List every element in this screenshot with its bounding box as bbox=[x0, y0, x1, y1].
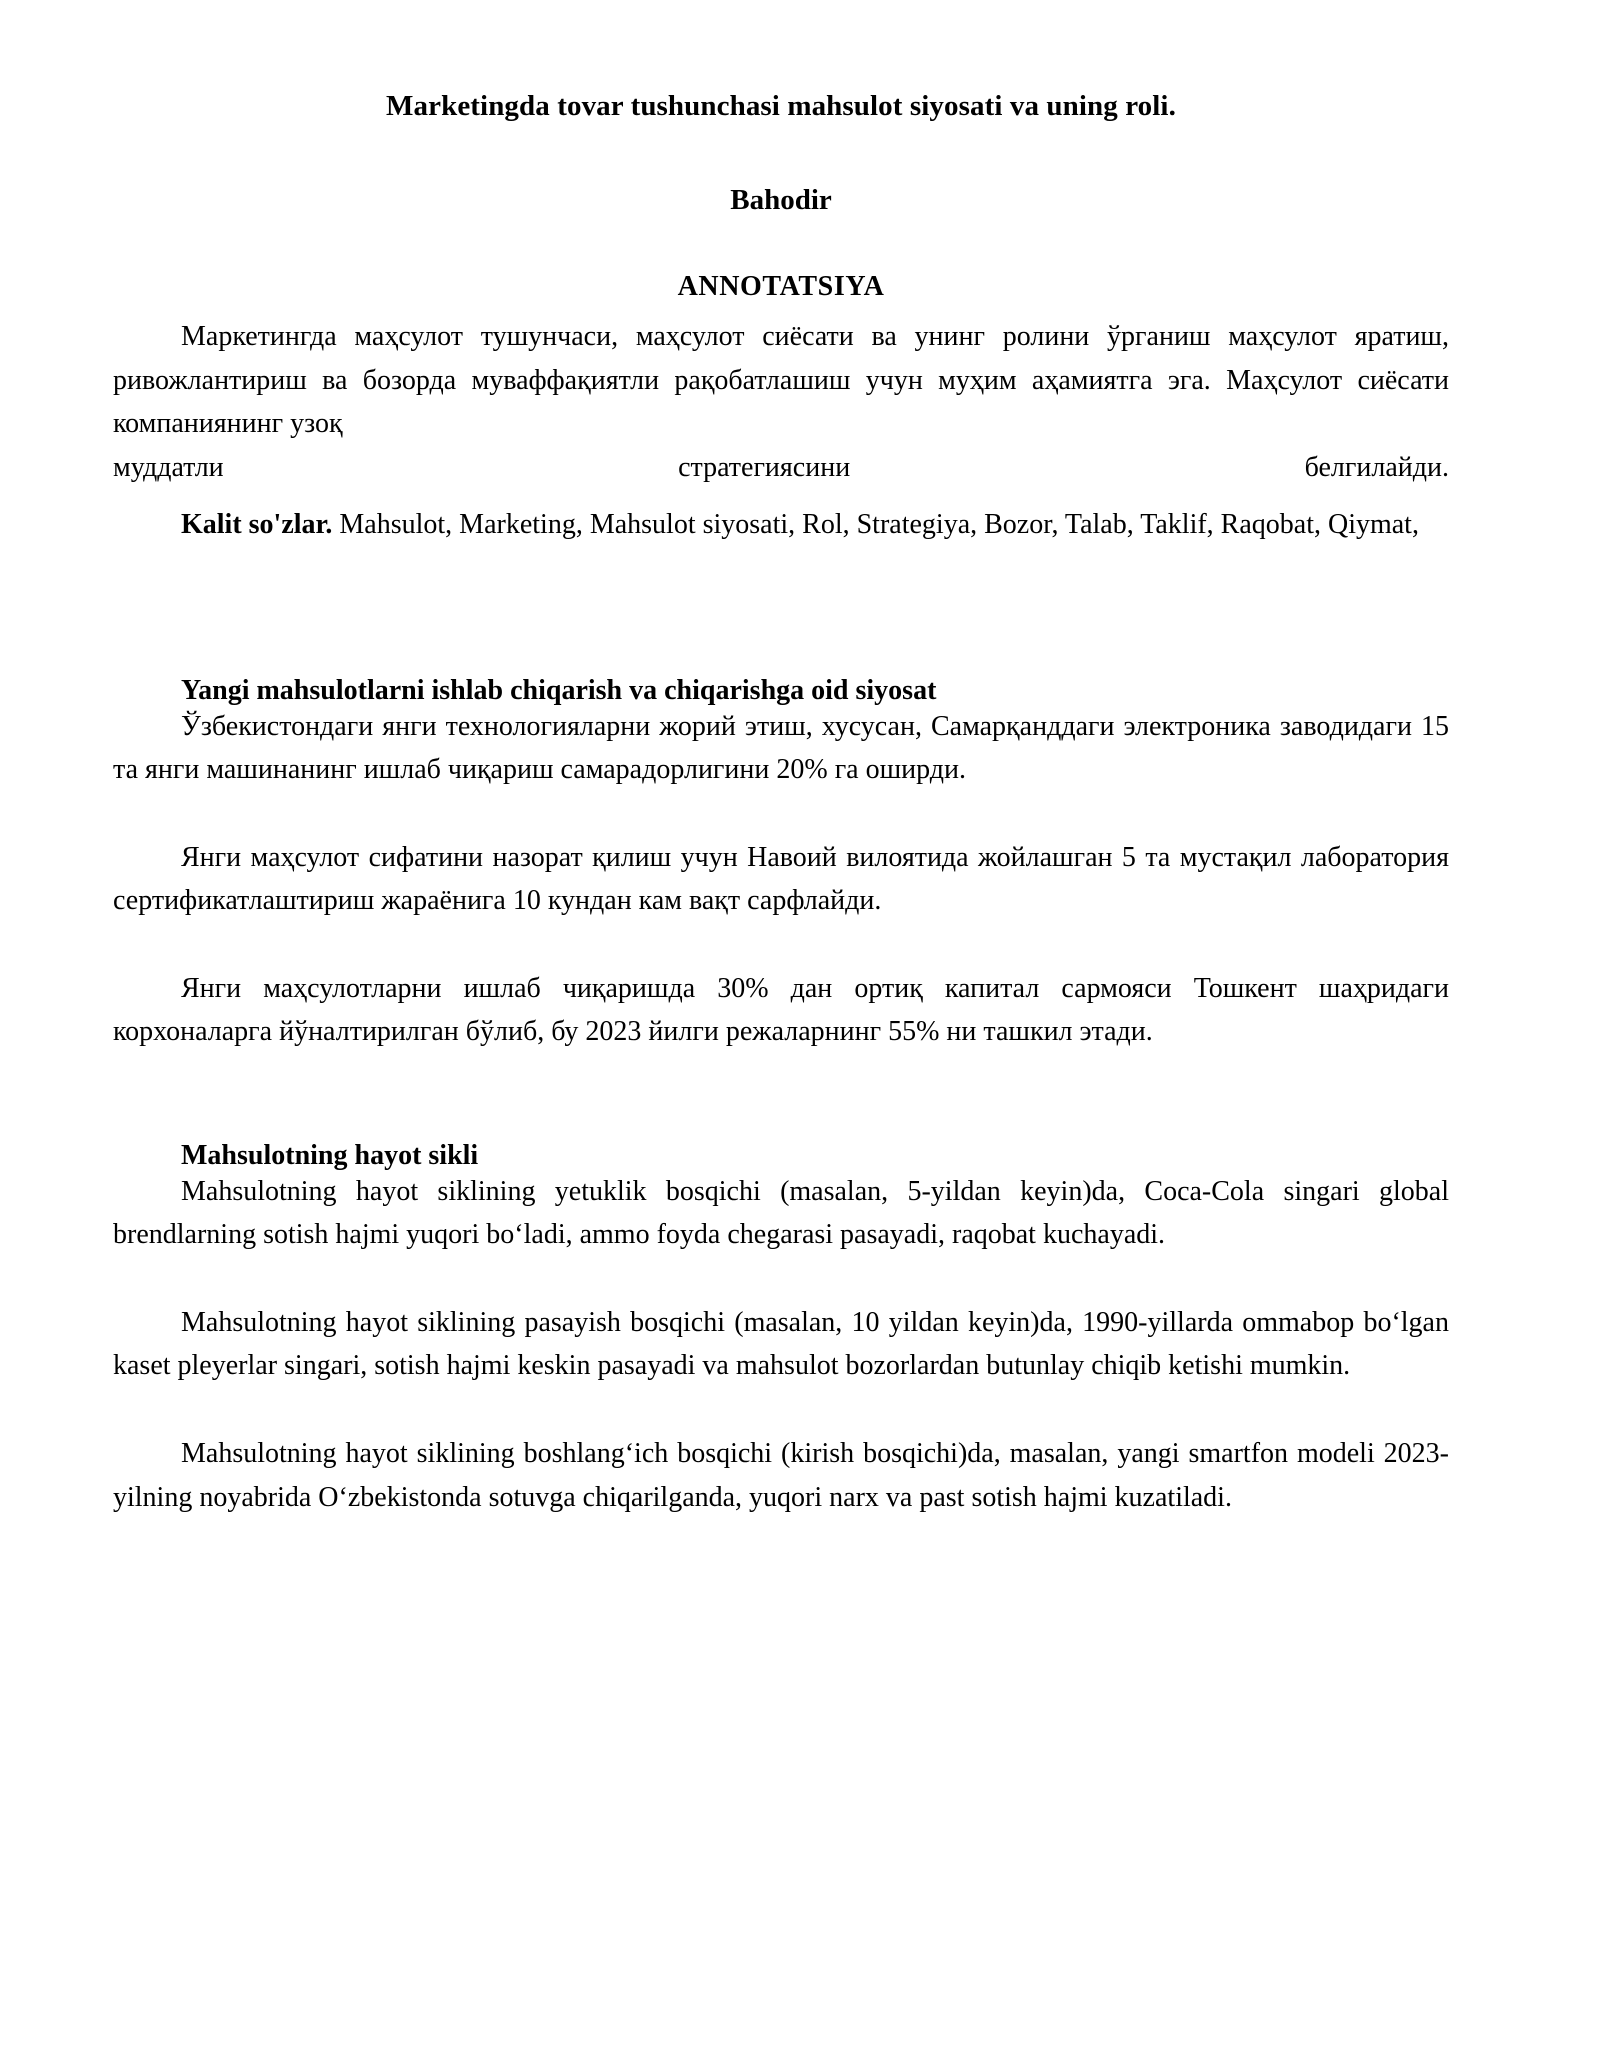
section-1-paragraph-0: Mahsulotning hayot siklining yetuklik bosqichi (masalan, 5-yildan keyin)da, Coca-Cola singari global brendlarning sotish hajmi yuqori bo‘ladi, ammo foyda chegarasi pasayadi, raqobat kuchayadi. bbox=[113, 1175, 1449, 1251]
annotation-heading: ANNOTATSIYA bbox=[677, 271, 885, 302]
annotation-last-line-word-3: белгилайди. bbox=[1304, 451, 1449, 483]
section-1-paragraph-2: Mahsulotning hayot siklining boshlang‘ich bosqichi (kirish bosqichi)da, masalan, yangi smartfon modeli 2023-yilning noyabrida O‘zbekistonda sotuvga chiqarilganda, yuqori narx va past sotish hajmi kuzatiladi. bbox=[113, 1437, 1449, 1513]
document-content bbox=[113, 92, 1449, 1519]
section-heading-product-lifecycle: Mahsulotning hayot sikli bbox=[181, 1139, 479, 1171]
page-title: Marketingda tovar tushunchasi mahsulot siyosati va uning roli. bbox=[386, 90, 1176, 122]
spacer bbox=[113, 1257, 1449, 1301]
spacer bbox=[113, 1054, 1449, 1142]
section-0-paragraph-2: Янги маҳсулотларни ишлаб чиқаришда 30% дан ортиқ капитал сармояси Тошкент шаҳридаги корхоналарга йўналтирилган бўлиб, бу 2023 йилги режаларнинг 55% ни ташкил этади. bbox=[113, 972, 1449, 1048]
annotation-last-line-word-1: муддатли bbox=[113, 451, 224, 483]
spacer bbox=[113, 547, 1449, 677]
keywords-label: Kalit so'zlar. bbox=[181, 509, 333, 541]
annotation-last-line-word-2: стратегиясини bbox=[678, 451, 851, 483]
spacer bbox=[113, 489, 1449, 503]
annotation-last-line bbox=[113, 446, 1449, 490]
author-name: Bahodir bbox=[730, 184, 832, 216]
spacer bbox=[113, 923, 1449, 967]
section-0-paragraph-1: Янги маҳсулот сифатини назорат қилиш учун Навоий вилоятида жойлашган 5 та мустақил лаборатория сертификатлаштириш жараёнига 10 кундан кам вақт сарфлайди. bbox=[113, 841, 1449, 917]
spacer bbox=[113, 1388, 1449, 1432]
keywords-text: Mahsulot, Marketing, Mahsulot siyosati, Rol, Strategiya, Bozor, Talab, Taklif, Raqobat, Qiymat, bbox=[332, 509, 1419, 541]
spacer bbox=[113, 301, 1449, 315]
annotation-paragraph: Маркетингда маҳсулот тушунчаси, маҳсулот сиёсати ва унинг ролини ўрганиш маҳсулот яратиш, ривожлантириш ва бозорда муваффақиятли рақобатлашиш учун муҳим аҳамиятга эга. Маҳсулот сиёсати компаниянинг узоқ bbox=[113, 321, 1449, 440]
section-heading-new-products: Yangi mahsulotlarni ishlab chiqarish va chiqarishga oid siyosat bbox=[181, 674, 937, 706]
keywords-paragraph bbox=[113, 503, 1449, 547]
section-1-paragraph-1: Mahsulotning hayot siklining pasayish bosqichi (masalan, 10 yildan keyin)da, 1990-yillarda ommabop bo‘lgan kaset pleyerlar singari, sotish hajmi keskin pasayadi va mahsulot bozorlardan butunlay chiqib ketishi mumkin. bbox=[113, 1306, 1449, 1382]
spacer bbox=[113, 792, 1449, 836]
section-0-paragraph-0: Ўзбекистондаги янги технологияларни жорий этиш, хусусан, Самарқанддаги электроника заводидаги 15 та янги машинанинг ишлаб чиқариш самарадорлигини 20% га оширди. bbox=[113, 710, 1449, 786]
